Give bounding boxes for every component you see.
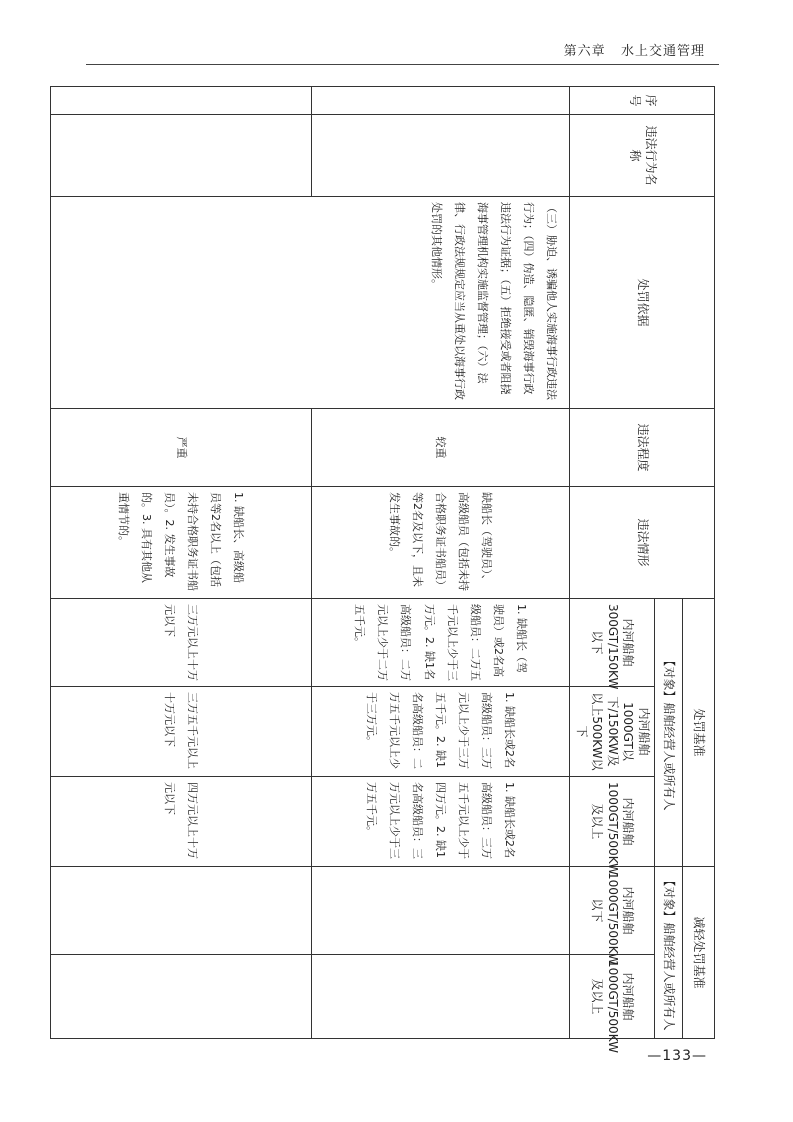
basis-header: 处罚依据 bbox=[570, 197, 715, 409]
penalty-large-cell: 四万元以上十万元以下 bbox=[51, 777, 312, 867]
header-row-1 bbox=[683, 87, 715, 1039]
penalty-small-cell: 1. 缺船长（驾驶员）或2名高级船员：二万五千元以上少于三万元。2. 缺1名高级船员：二万元以上少于二万五千元。 bbox=[312, 599, 570, 687]
penalty-header: 处罚基准 bbox=[683, 599, 715, 867]
degree-header: 违法程度 bbox=[570, 409, 715, 487]
degree-cell: 严重 bbox=[51, 409, 312, 487]
penalty-target-header: 【对象】船舶经营人或所有人 bbox=[655, 599, 683, 867]
penalty-mid-cell: 三万五千元以上十万元以下 bbox=[51, 687, 312, 777]
basis-cell: （三）胁迫、诱骗他人实施海事行政违法行为；（四）伪造、隐匿、销毁海事行政违法行为证据；（五）拒绝接受或者阻挠海事管理机构实施监督管理；（六）法律、行政法规规定应当从重处以海事行政处罚的其他情形。 bbox=[51, 197, 570, 409]
reduced-header: 减轻处罚基准 bbox=[683, 867, 715, 1039]
seq-cell bbox=[312, 87, 570, 115]
table-row bbox=[312, 87, 570, 1039]
chapter-label: 第六章 bbox=[563, 44, 606, 59]
degree-cell: 较重 bbox=[312, 409, 570, 487]
reduced-small-header: 内河船舶1000GT/500KW以下 bbox=[570, 867, 655, 955]
penalty-mid-header: 内河船舶1000GT以下/150KW及以上500KW以下 bbox=[570, 687, 655, 777]
name-cell bbox=[312, 115, 570, 197]
running-header bbox=[564, 40, 705, 59]
penalty-mid-cell: 1. 缺船长或2名高级船员：三万元以上少于三万五千元。2. 缺1名高级船员：二万五千元以上少于三万元。 bbox=[312, 687, 570, 777]
reduced-large-cell bbox=[51, 955, 312, 1039]
seq-cell bbox=[51, 87, 312, 115]
circumstance-header: 违法情形 bbox=[570, 487, 715, 599]
circumstance-cell: 1. 缺船长、高级船员等2名以上（包括未持合格职务证书船员）。2. 发生事故的。3. 具有其他从重情节的。 bbox=[51, 487, 312, 599]
name-cell bbox=[51, 115, 312, 197]
page-number: —133— bbox=[647, 1048, 707, 1064]
penalty-small-header: 内河船舶300GT/150KW以下 bbox=[570, 599, 655, 687]
penalty-table-container bbox=[86, 86, 715, 1053]
penalty-large-cell: 1. 缺船长或2名高级船员：三万五千元以上少于四万元。2. 缺1名高级船员：三万元以上少于三万五千元。 bbox=[312, 777, 570, 867]
header-rule bbox=[86, 64, 719, 65]
circumstance-cell: 缺船长（驾驶员）、高级船员（包括未持合格职务证书船员）等2名及以下，且未发生事故的。 bbox=[312, 487, 570, 599]
reduced-small-cell bbox=[312, 867, 570, 955]
reduced-target-header: 【对象】船舶经营人或所有人 bbox=[655, 867, 683, 1039]
name-header: 违法行为名称 bbox=[570, 115, 715, 197]
seq-header: 序号 bbox=[570, 87, 715, 115]
reduced-large-header: 内河船舶1000GT/500KW及以上 bbox=[570, 955, 655, 1039]
chapter-title: 水上交通管理 bbox=[620, 44, 705, 59]
penalty-standard-table bbox=[50, 86, 715, 1053]
penalty-large-header: 内河船舶1000GT/500KW及以上 bbox=[570, 777, 655, 867]
penalty-small-cell: 三万元以上十万元以下 bbox=[51, 599, 312, 687]
reduced-large-cell bbox=[312, 955, 570, 1039]
reduced-small-cell bbox=[51, 867, 312, 955]
rotated-table-area bbox=[86, 86, 715, 1053]
